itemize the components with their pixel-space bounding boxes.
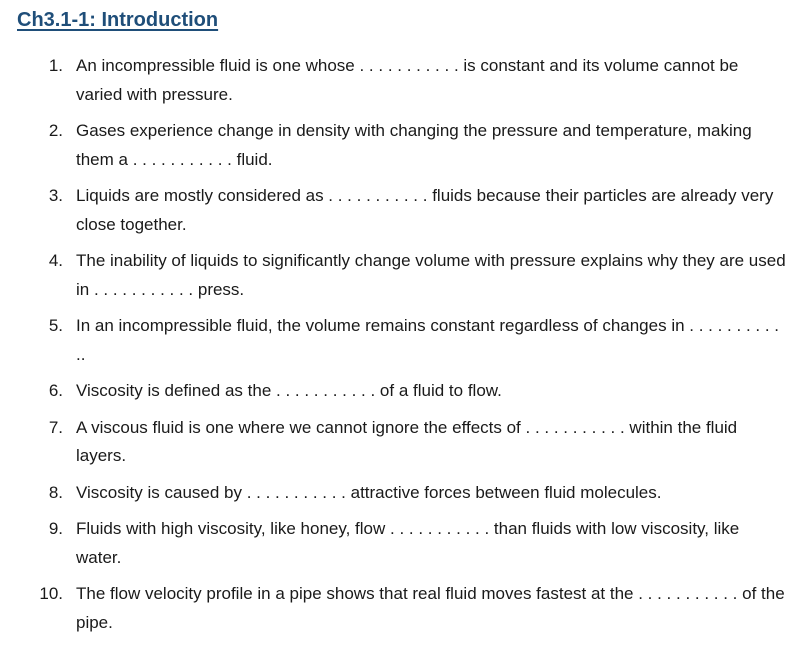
- question-text: Gases experience change in density with changing the pressure and temperature, making them a . . . . . . . . . . . fluid.: [76, 121, 752, 169]
- question-text: Fluids with high viscosity, like honey, flow . . . . . . . . . . . than fluids with low viscosity, like water.: [76, 519, 740, 567]
- question-number: 4.: [48, 251, 63, 270]
- question-text: A viscous fluid is one where we cannot ignore the effects of . . . . . . . . . . . within the fluid layers.: [76, 417, 738, 465]
- question-item-2: [0, 117, 806, 174]
- question-number: 3.: [48, 186, 63, 205]
- question-number: 9.: [48, 519, 63, 538]
- section-title: Ch3.1-1: Introduction: [17, 9, 219, 31]
- question-text: Liquids are mostly considered as . . . . . . . . . . . fluids because their particles are already very close together.: [76, 186, 774, 234]
- question-number: 1.: [48, 56, 63, 75]
- question-number: 6.: [48, 381, 63, 400]
- question-item-9: [0, 515, 806, 572]
- question-item-8: [0, 479, 806, 508]
- question-text: The inability of liquids to significantly change volume with pressure explains why they are used in . . . . . . . . . . . press.: [76, 251, 786, 299]
- question-item-10: [0, 580, 806, 637]
- question-item-3: [0, 182, 806, 239]
- question-text: In an incompressible fluid, the volume remains constant regardless of changes in . . . . . . . . . . ..: [76, 316, 780, 364]
- question-item-6: [0, 377, 806, 406]
- question-number: 7.: [48, 417, 63, 437]
- question-number: 8.: [48, 482, 63, 502]
- question-item-1: [0, 52, 806, 109]
- question-text: The flow velocity profile in a pipe shows that real fluid moves fastest at the . . . . . . . . . . . of the pipe.: [76, 584, 785, 632]
- question-item-4: [0, 247, 806, 304]
- question-text: Viscosity is caused by . . . . . . . . . . . attractive forces between fluid molecules.: [76, 482, 662, 502]
- question-text: An incompressible fluid is one whose . . . . . . . . . . . is constant and its volume cannot be varied with pressure.: [76, 56, 739, 104]
- question-number: 10.: [39, 584, 63, 603]
- question-list: [0, 52, 806, 645]
- question-item-7: [0, 414, 806, 471]
- question-text: Viscosity is defined as the . . . . . . . . . . . of a fluid to flow.: [76, 381, 502, 400]
- question-item-5: [0, 312, 806, 369]
- question-number: 5.: [48, 316, 63, 335]
- question-number: 2.: [48, 121, 63, 140]
